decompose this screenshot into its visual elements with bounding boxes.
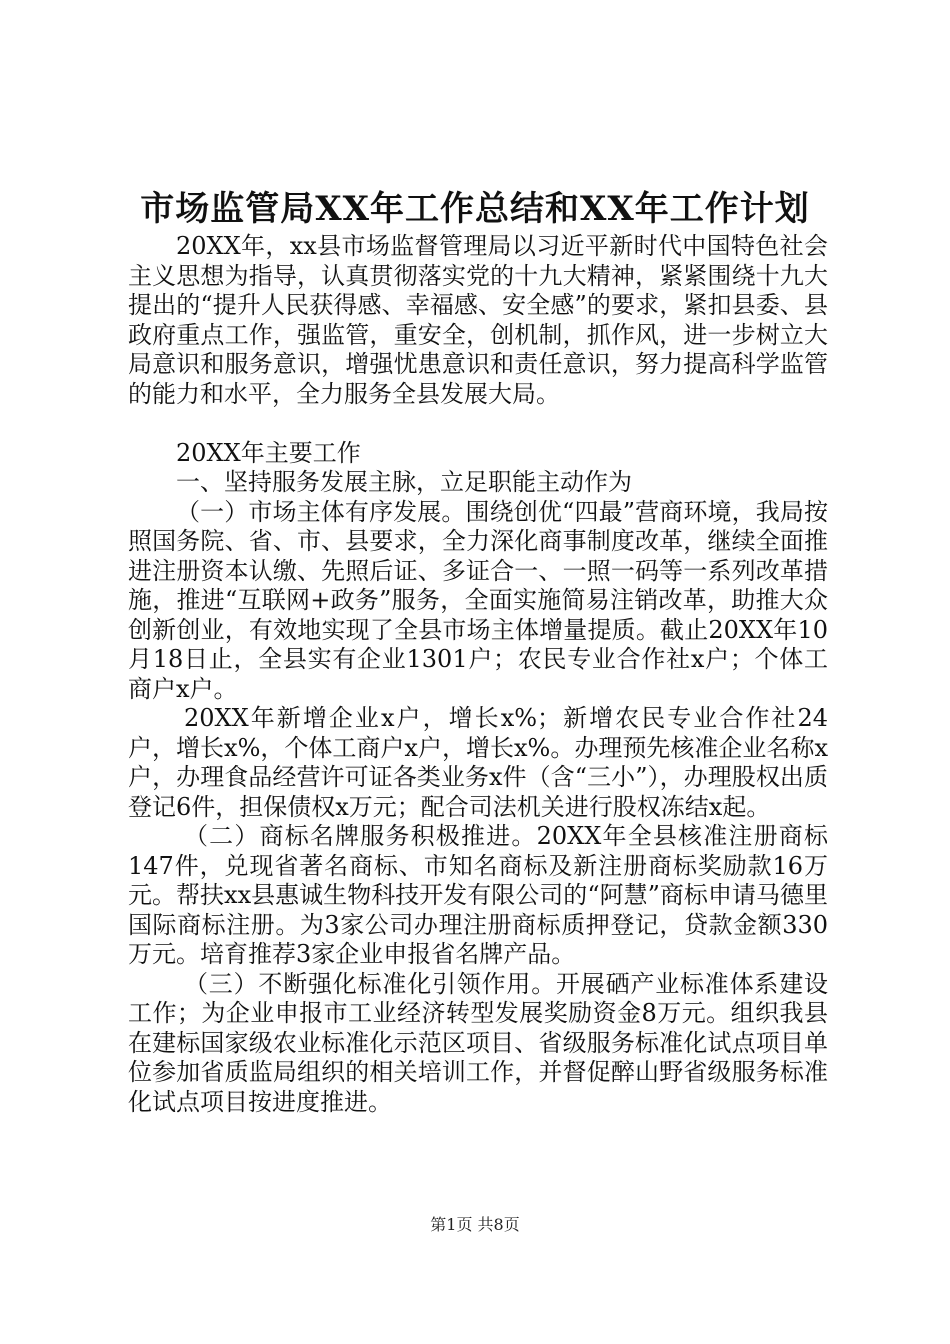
document-title: 市场监管局XX年工作总结和XX年工作计划 [140,189,810,229]
paragraph-new-enterprises: 20XX年新增企业x户，增长x%；新增农民专业合作社24户，增长x%，个体工商户x户，增长x%。办理预先核准企业名称x户，办理食品经营许可证各类业务x件（含“三小”），办理股权出质登记6件，担保债权x万元；配合司法机关进行股权冻结x起。 [128,704,828,821]
intro-paragraph: 20XX年，xx县市场监督管理局以习近平新时代中国特色社会主义思想为指导，认真贯彻落实党的十九大精神，紧紧围绕十九大提出的“提升人民获得感、幸福感、安全感”的要求，紧扣县委、县政府重点工作，强监管，重安全，创机制，抓作风，进一步树立大局意识和服务意识，增强忧患意识和责任意识，努力提高科学监管的能力和水平，全力服务全县发展大局。 [128,232,828,408]
document-body [128,232,828,1117]
section-heading-main: 20XX年主要工作 [176,438,361,467]
paragraph-trademarks: （二）商标名牌服务积极推进。20XX年全县核准注册商标147件，兑现省著名商标、市知名商标及新注册商标奖励款16万元。帮扶xx县惠诚生物科技开发有限公司的“阿慧”商标申请马德里国际商标注册。为3家公司办理注册商标质押登记，贷款金额330万元。培育推荐3家企业申报省名牌产品。 [128,822,828,968]
page-footer: 第1页 共8页 [430,1215,520,1234]
paragraph-market-entities: （一）市场主体有序发展。围绕创优“四最”营商环境，我局按照国务院、省、市、县要求，全力深化商事制度改革，继续全面推进注册资本认缴、先照后证、多证合一、一照一码等一系列改革措施，推进“互联网+政务”服务，全面实施简易注销改革，助推大众创新创业，有效地实现了全县市场主体增量提质。截止20XX年10月18日止，全县实有企业1301户；农民专业合作社x户；个体工商户x户。 [128,497,828,703]
section-heading-1: 一、坚持服务发展主脉，立足职能主动作为 [176,468,632,496]
paragraph-standardization: （三）不断强化标准化引领作用。开展硒产业标准体系建设工作；为企业申报市工业经济转型发展奖励资金8万元。组织我县在建标国家级农业标准化示范区项目、省级服务标准化试点项目单位参加省质监局组织的相关培训工作，并督促醉山野省级服务标准化试点项目按进度推进。 [128,969,828,1116]
paragraph-gap [128,409,828,439]
